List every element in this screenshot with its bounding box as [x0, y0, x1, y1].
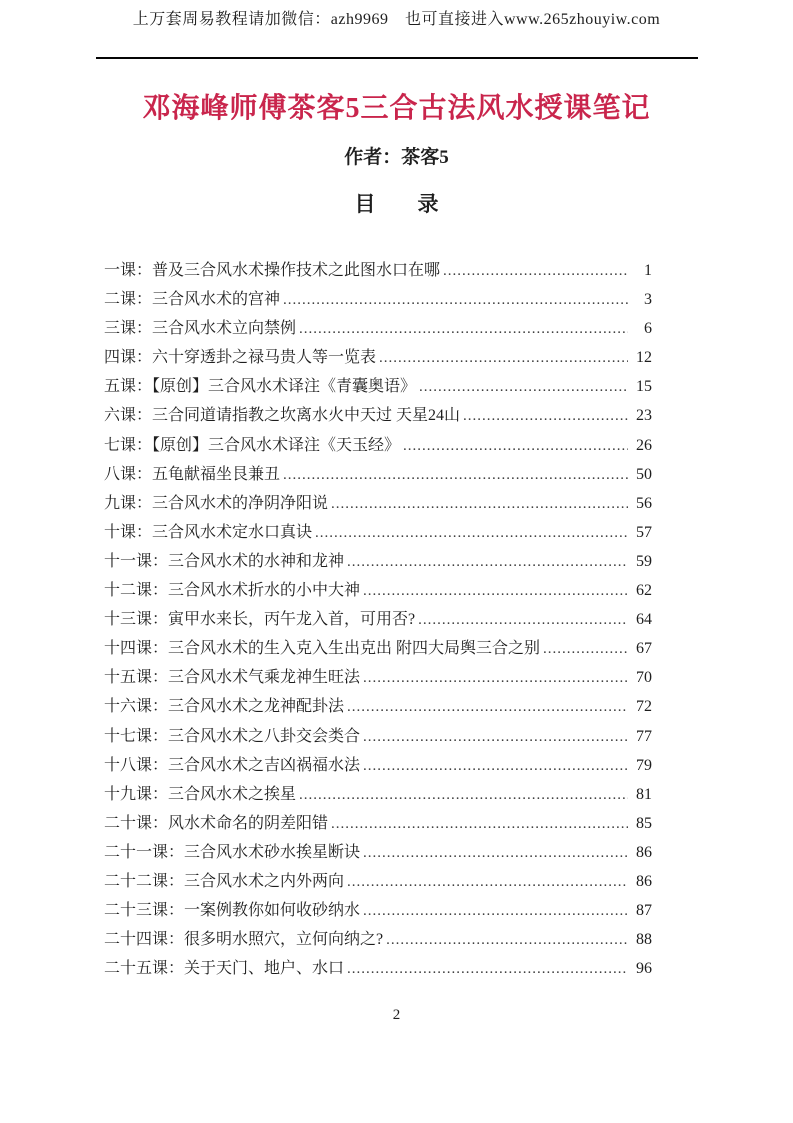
toc-entry[interactable]	[104, 286, 652, 315]
toc-entry[interactable]	[104, 606, 652, 635]
toc-entry[interactable]	[104, 344, 652, 373]
toc-entry[interactable]	[104, 315, 652, 344]
header-watermark-notice: 上万套周易教程请加微信：azh9969 也可直接进入www.265zhouyiw.com	[132, 11, 661, 28]
toc-dot-leader	[443, 262, 628, 280]
toc-entry-page: 70	[636, 669, 652, 687]
toc-entry-page: 85	[636, 814, 652, 832]
toc-entry-page: 62	[636, 582, 652, 600]
toc-entry-page: 77	[636, 727, 652, 745]
toc-entry[interactable]	[104, 432, 652, 461]
toc-dot-leader	[418, 611, 628, 629]
toc-dot-leader	[283, 466, 628, 484]
toc-dot-leader	[419, 378, 628, 396]
toc-entry-label: 八课：五龟献福坐艮兼丑	[104, 465, 281, 483]
toc-entry[interactable]	[104, 752, 652, 781]
toc-entry[interactable]	[104, 810, 652, 839]
toc-dot-leader	[363, 902, 628, 920]
toc-entry-page: 79	[636, 756, 652, 774]
toc-entry[interactable]	[104, 635, 652, 664]
toc-dot-leader	[363, 844, 628, 862]
toc-entry-page: 15	[636, 378, 652, 396]
toc-dot-leader	[299, 320, 628, 338]
toc-entry[interactable]	[104, 577, 652, 606]
toc-entry-label: 二十三课：一案例教你如何收砂纳水	[104, 902, 361, 920]
toc-entry-label: 十九课：三合风水术之挨星	[104, 785, 297, 803]
toc-dot-leader	[347, 960, 628, 978]
toc-entry-label: 十二课：三合风水术折水的小中大神	[104, 582, 361, 600]
toc-entry-page: 57	[636, 523, 652, 541]
toc-entry-label: 十七课：三合风水术之八卦交会类合	[104, 727, 361, 745]
toc-entry-page: 23	[636, 407, 652, 425]
toc-dot-leader	[403, 437, 628, 455]
author-line: 作者：茶客5	[344, 147, 449, 168]
toc-entry[interactable]	[104, 926, 652, 955]
toc-entry[interactable]	[104, 693, 652, 722]
toc-dot-leader	[299, 786, 628, 804]
toc-list	[104, 257, 652, 984]
toc-entry-label: 一课：普及三合风水术操作技术之此图水口在哪	[104, 262, 441, 279]
toc-dot-leader	[379, 349, 628, 367]
toc-entry-label: 二课：三合风水术的宫神	[104, 291, 281, 309]
toc-entry-label: 二十五课：关于天门、地户、水口	[104, 960, 345, 978]
toc-entry-label: 十课：三合风水术定水口真诀	[104, 523, 313, 541]
toc-entry-label: 四课：六十穿透卦之禄马贵人等一览表	[104, 349, 377, 367]
toc-entry-label: 十一课：三合风水术的水神和龙神	[104, 552, 345, 570]
toc-entry[interactable]	[104, 519, 652, 548]
toc-entry-label: 七课：【原创】三合风水术译注《天玉经》	[104, 436, 401, 454]
toc-entry[interactable]	[104, 781, 652, 810]
toc-entry[interactable]	[104, 723, 652, 752]
toc-entry[interactable]	[104, 257, 652, 286]
toc-dot-leader	[363, 728, 628, 746]
toc-dot-leader	[463, 407, 628, 425]
toc-entry[interactable]	[104, 461, 652, 490]
toc-entry-label: 二十一课：三合风水术砂水挨星断诀	[104, 843, 361, 861]
toc-entry-page: 86	[636, 843, 652, 861]
toc-entry[interactable]	[104, 868, 652, 897]
toc-entry[interactable]	[104, 548, 652, 577]
toc-entry-label: 十六课：三合风水术之龙神配卦法	[104, 698, 345, 716]
toc-dot-leader	[331, 495, 628, 513]
toc-entry[interactable]	[104, 897, 652, 926]
toc-entry-page: 56	[636, 494, 652, 512]
toc-entry-label: 二十四课：很多明水照穴，立何向纳之?	[104, 931, 384, 949]
toc-entry[interactable]	[104, 664, 652, 693]
toc-dot-leader	[363, 669, 628, 687]
toc-entry-label: 二十二课：三合风水术之内外两向	[104, 872, 345, 890]
toc-entry-page: 50	[636, 465, 652, 483]
header-divider-rule	[96, 57, 698, 59]
toc-entry-page: 26	[636, 436, 652, 454]
toc-dot-leader	[543, 640, 628, 658]
toc-entry-label: 三课：三合风水术立向禁例	[104, 320, 297, 338]
toc-entry-page: 88	[636, 931, 652, 949]
toc-entry[interactable]	[104, 839, 652, 868]
toc-entry-page: 6	[644, 320, 652, 338]
toc-entry[interactable]	[104, 955, 652, 984]
toc-dot-leader	[347, 873, 628, 891]
toc-dot-leader	[347, 553, 628, 571]
toc-entry-page: 64	[636, 611, 652, 629]
toc-entry[interactable]	[104, 373, 652, 402]
toc-entry[interactable]	[104, 402, 652, 431]
toc-entry-page: 72	[636, 698, 652, 716]
toc-dot-leader	[363, 757, 628, 775]
toc-dot-leader	[363, 582, 628, 600]
toc-entry-page: 12	[636, 349, 652, 367]
document-title: 邓海峰师傅茶客5三合古法风水授课笔记	[142, 93, 651, 124]
toc-entry[interactable]	[104, 490, 652, 519]
toc-dot-leader	[331, 815, 628, 833]
toc-entry-label: 二十课：风水术命名的阴差阳错	[104, 814, 329, 832]
toc-entry-label: 十四课：三合风水术的生入克入生出克出 附四大局舆三合之别	[104, 640, 541, 658]
toc-entry-page: 86	[636, 872, 652, 890]
toc-entry-page: 81	[636, 785, 652, 803]
toc-dot-leader	[386, 931, 628, 949]
toc-entry-page: 3	[644, 291, 652, 309]
toc-entry-label: 六课：三合同道请指教之坎离水火中天过 天星24山	[104, 407, 461, 425]
toc-entry-page: 96	[636, 960, 652, 978]
toc-entry-label: 九课：三合风水术的净阴净阳说	[104, 494, 329, 512]
toc-entry-label: 十三课：寅甲水来长，丙午龙入首，可用否?	[104, 611, 416, 629]
toc-entry-page: 87	[636, 902, 652, 920]
toc-dot-leader	[283, 291, 628, 309]
toc-dot-leader	[315, 524, 628, 542]
folio-page-number: 2	[392, 1007, 401, 1023]
toc-entry-page: 1	[644, 262, 652, 279]
toc-entry-label: 十五课：三合风水术气乘龙神生旺法	[104, 669, 361, 687]
toc-heading: 目 录	[354, 192, 439, 216]
toc-entry-page: 67	[636, 640, 652, 658]
toc-entry-label: 五课：【原创】三合风水术译注《青囊奥语》	[104, 378, 417, 396]
toc-dot-leader	[347, 698, 628, 716]
toc-entry-page: 59	[636, 552, 652, 570]
toc-entry-label: 十八课：三合风水术之吉凶祸福水法	[104, 756, 361, 774]
